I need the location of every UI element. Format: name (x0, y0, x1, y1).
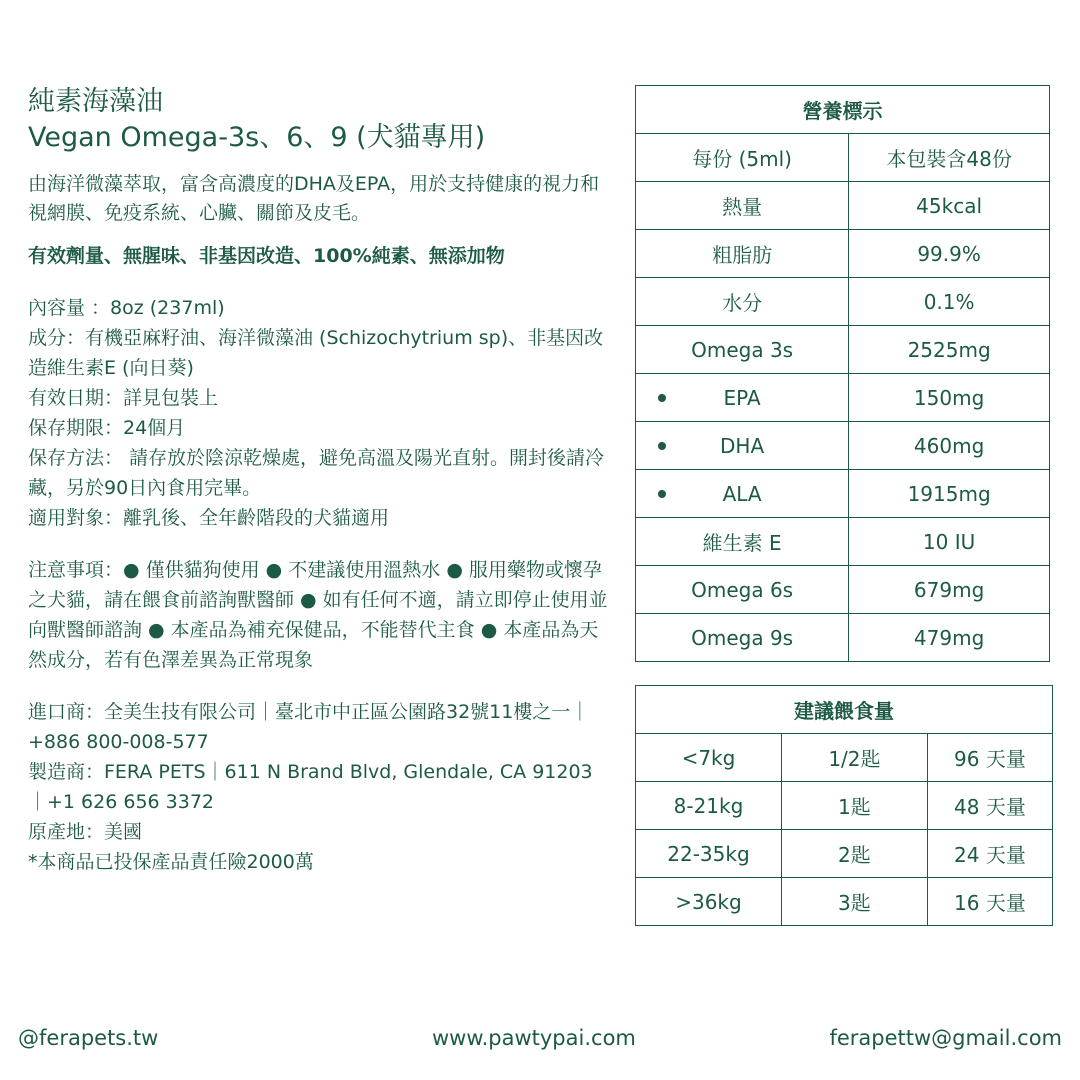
bullet-icon (658, 490, 666, 498)
nutrition-value: 本包裝含48份 (849, 134, 1050, 182)
nutrition-value: 679mg (849, 566, 1050, 614)
feeding-days: 48 天量 (927, 782, 1052, 830)
feeding-weight: <7kg (636, 734, 782, 782)
nutrition-label: 維生素 E (636, 518, 849, 566)
detail-shelf-life: 保存期限：24個月 (28, 417, 186, 439)
feeding-weight: 8-21kg (636, 782, 782, 830)
table-row (636, 878, 1053, 926)
feeding-table (635, 685, 1053, 926)
footer-website: www.pawtypai.com (432, 1026, 636, 1050)
detail-storage: 保存方法： 請存放於陰涼乾燥處，避免高溫及陽光直射。開封後請冷藏，另於90日內食用完畢。 (28, 447, 605, 499)
nutrition-label-cell (636, 374, 849, 422)
product-highlights: 有效劑量、無腥味、非基因改造、100%純素、無添加物 (28, 245, 505, 267)
table-row (636, 182, 1050, 230)
nutrition-value: 2525mg (849, 326, 1050, 374)
product-details (28, 293, 608, 533)
nutrition-label: EPA (723, 385, 761, 410)
company-info (28, 697, 608, 877)
feeding-table-title: 建議餵食量 (636, 686, 1053, 734)
feeding-amount: 2匙 (781, 830, 927, 878)
importer-line: 進口商：全美生技有限公司｜臺北市中正區公園路32號11樓之一｜+886 800-008-577 (28, 701, 590, 753)
nutrition-label-cell (636, 470, 849, 518)
table-row (636, 734, 1053, 782)
nutrition-value: 10 IU (849, 518, 1050, 566)
table-row (636, 326, 1050, 374)
feeding-days: 16 天量 (927, 878, 1052, 926)
detail-expiry: 有效日期：詳見包裝上 (28, 387, 219, 409)
table-row (636, 230, 1050, 278)
footer-instagram: @ferapets.tw (18, 1026, 159, 1050)
feeding-weight: >36kg (636, 878, 782, 926)
feeding-weight: 22-35kg (636, 830, 782, 878)
table-row (636, 566, 1050, 614)
nutrition-value: 1915mg (849, 470, 1050, 518)
insurance-note: *本商品已投保產品責任險2000萬 (28, 851, 314, 873)
nutrition-label: 粗脂肪 (636, 230, 849, 278)
bullet-icon (658, 394, 666, 402)
table-row (636, 782, 1053, 830)
nutrition-label: Omega 9s (636, 614, 849, 662)
feeding-days: 96 天量 (927, 734, 1052, 782)
nutrition-table (635, 85, 1050, 662)
product-intro: 由海洋微藻萃取，富含高濃度的DHA及EPA，用於支持健康的視力和視網膜、免疫系統、心臟、關節及皮毛。 (28, 173, 600, 224)
nutrition-label: 水分 (636, 278, 849, 326)
table-row (636, 374, 1050, 422)
table-row (636, 134, 1050, 182)
table-row (636, 830, 1053, 878)
feeding-days: 24 天量 (927, 830, 1052, 878)
feeding-amount: 1/2匙 (781, 734, 927, 782)
nutrition-table-title: 營養標示 (636, 86, 1050, 134)
footer-email: ferapettw@gmail.com (829, 1026, 1062, 1050)
manufacturer-line: 製造商：FERA PETS｜611 N Brand Blvd, Glendale, CA 91203｜+1 626 656 3372 (28, 761, 593, 813)
feeding-amount: 1匙 (781, 782, 927, 830)
product-title-zh: 純素海藻油 (28, 86, 163, 117)
table-row (636, 518, 1050, 566)
table-row (636, 470, 1050, 518)
nutrition-value: 460mg (849, 422, 1050, 470)
nutrition-label-cell (636, 422, 849, 470)
table-row (636, 278, 1050, 326)
nutrition-value: 45kcal (849, 182, 1050, 230)
nutrition-value: 0.1% (849, 278, 1050, 326)
nutrition-label: Omega 3s (636, 326, 849, 374)
nutrition-label: DHA (720, 433, 765, 458)
caution-notes: 注意事項：● 僅供貓狗使用 ● 不建議使用溫熱水 ● 服用藥物或懷孕之犬貓，請在餵食前諮詢獸醫師 ● 如有任何不適，請立即停止使用並向獸醫師諮詢 ● 本產品為補充保健品，不能替代主食 ● 本產品為天然成分，若有色澤差異為正常現象 (28, 559, 608, 671)
detail-ingredients: 成分：有機亞麻籽油、海洋微藻油 (Schizochytrium sp)、非基因改造維生素E (向日葵) (28, 327, 604, 379)
product-title-en: Vegan Omega-3s、6、9 (犬貓專用) (28, 122, 486, 153)
detail-target: 適用對象：離乳後、全年齡階段的犬貓適用 (28, 507, 390, 529)
bullet-icon (658, 442, 666, 450)
nutrition-label: Omega 6s (636, 566, 849, 614)
detail-content: 內容量 ：8oz (237ml) (28, 297, 225, 319)
product-info-column (28, 84, 608, 877)
nutrition-value: 150mg (849, 374, 1050, 422)
origin-line: 原產地：美國 (28, 821, 143, 843)
nutrition-label: ALA (722, 481, 762, 506)
nutrition-label: 熱量 (636, 182, 849, 230)
nutrition-label: 每份 (5ml) (636, 134, 849, 182)
feeding-amount: 3匙 (781, 878, 927, 926)
nutrition-value: 99.9% (849, 230, 1050, 278)
table-row (636, 614, 1050, 662)
nutrition-value: 479mg (849, 614, 1050, 662)
table-row (636, 422, 1050, 470)
